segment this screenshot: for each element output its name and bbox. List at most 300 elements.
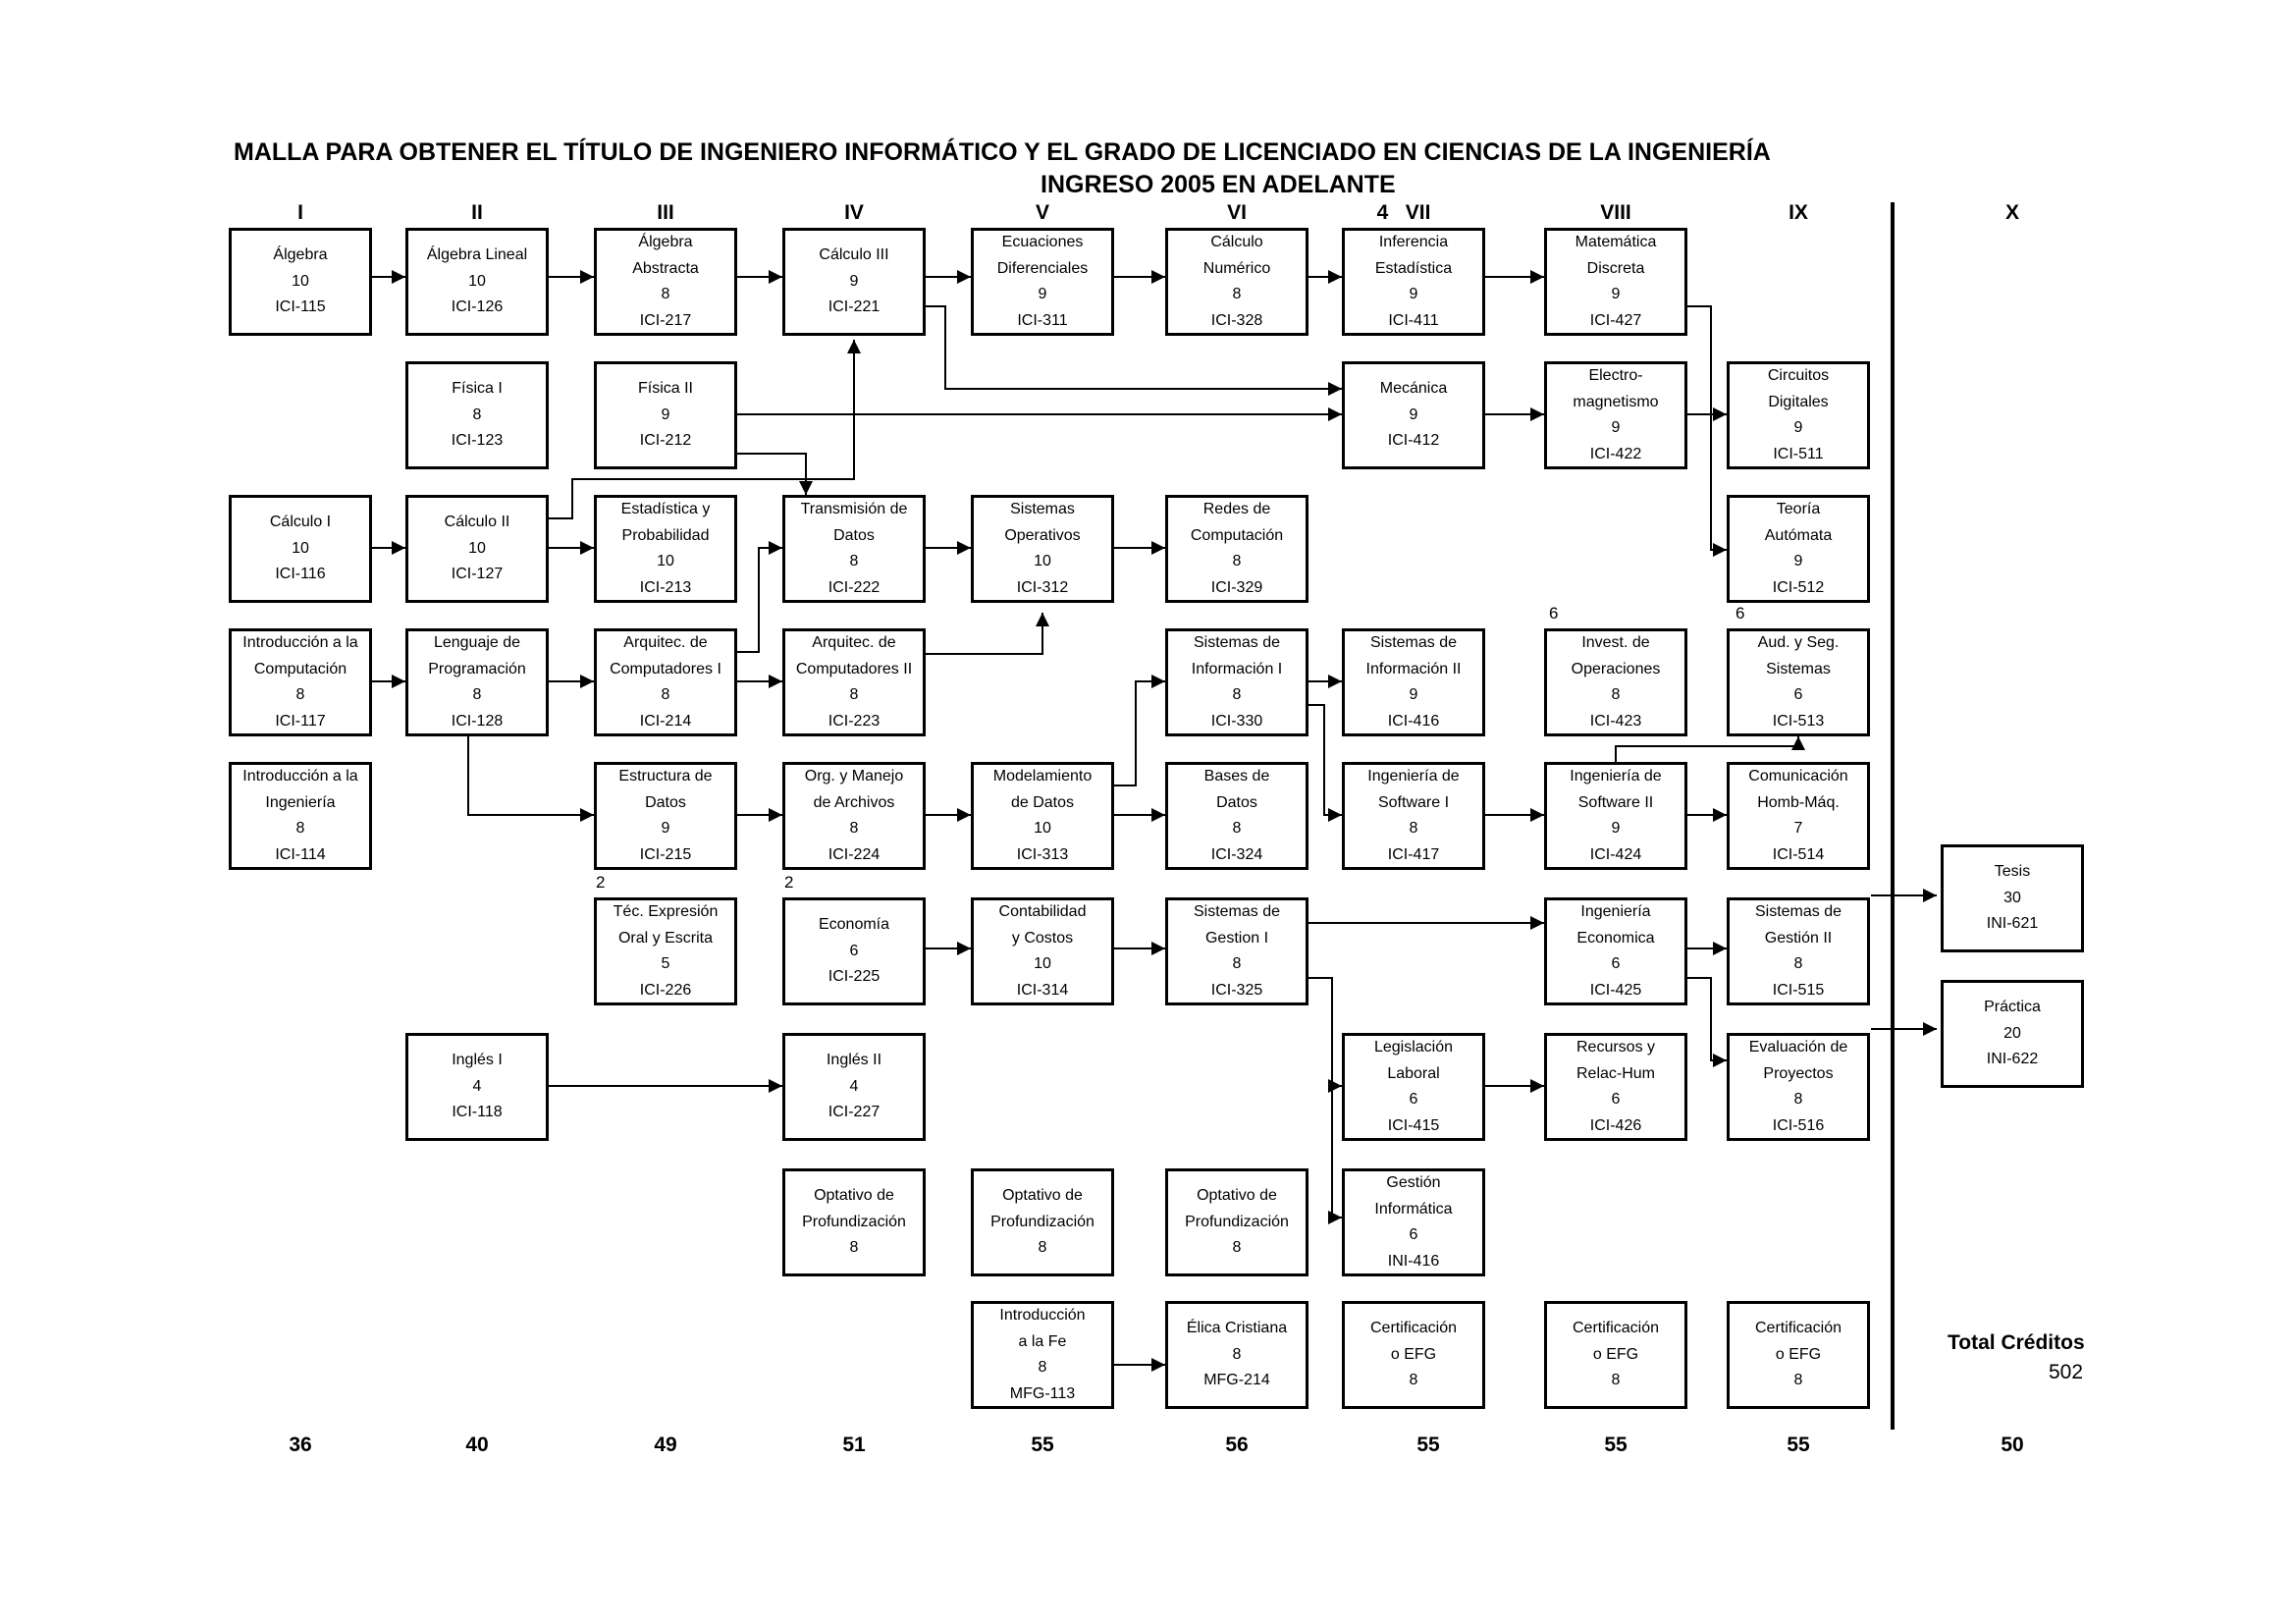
course-box: [229, 495, 372, 603]
course-line: Gestion I: [1204, 929, 1269, 947]
course-line: 8: [849, 553, 859, 569]
course-line: INI-621: [1986, 915, 2039, 933]
course-line: Datos: [645, 793, 686, 811]
course-box: [1941, 980, 2084, 1088]
course-line: ICI-328: [1210, 311, 1263, 329]
semester-credit-total: 55: [1031, 1434, 1054, 1456]
course-line: o EFG: [1592, 1345, 1639, 1363]
course-line: ICI-516: [1772, 1116, 1825, 1134]
course-line: Circuitos: [1767, 367, 1830, 384]
semester-credit-total: 50: [2001, 1434, 2024, 1456]
course-line: 6: [1793, 686, 1803, 703]
course-line: Economía: [818, 916, 890, 934]
course-line: Introducción a la: [242, 634, 358, 651]
semester-credit-total: 55: [1416, 1434, 1440, 1456]
course-line: 9: [849, 272, 859, 290]
course-line: ICI-222: [828, 578, 881, 596]
course-line: 8: [295, 820, 305, 837]
course-line: 9: [1409, 406, 1418, 423]
course-line: 9: [1409, 286, 1418, 302]
course-line: ICI-115: [275, 298, 326, 316]
course-line: Arquitec. de: [812, 634, 896, 651]
course-line: Cálculo I: [269, 514, 332, 531]
semester-header: III: [657, 201, 674, 224]
course-line: 4: [472, 1077, 482, 1095]
course-line: Software I: [1377, 793, 1450, 811]
course-line: ICI-329: [1210, 578, 1263, 596]
course-line: o EFG: [1390, 1345, 1437, 1363]
total-credits-value: 502: [2049, 1361, 2084, 1383]
course-line: ICI-314: [1016, 981, 1069, 999]
course-box: [971, 762, 1114, 870]
course-box: [1544, 1301, 1687, 1409]
course-line: 8: [1232, 820, 1242, 837]
course-line: ICI-126: [451, 298, 504, 316]
course-box: [1544, 897, 1687, 1005]
course-line: Numérico: [1202, 259, 1271, 277]
page-subtitle: INGRESO 2005 EN ADELANTE: [1041, 171, 1396, 198]
semester-header: IX: [1789, 201, 1808, 224]
course-line: 8: [1232, 955, 1242, 972]
course-box: [405, 361, 549, 469]
course-line: ICI-221: [828, 298, 881, 316]
course-box: [594, 628, 737, 736]
course-box: [1165, 628, 1308, 736]
semester-credit-total: 55: [1604, 1434, 1628, 1456]
course-line: ICI-128: [451, 712, 504, 730]
course-line: MFG-113: [1009, 1384, 1076, 1402]
course-line: 8: [472, 406, 482, 423]
course-box: [782, 762, 926, 870]
prerequisite-arrow: [468, 736, 594, 815]
prerequisite-arrow: [1308, 705, 1342, 815]
course-line: 5: [661, 955, 670, 972]
semester-header: V: [1035, 201, 1049, 224]
course-line: 8: [1611, 1372, 1621, 1389]
course-line: INI-622: [1986, 1051, 2039, 1068]
course-line: Estadística y: [620, 501, 711, 517]
course-line: ICI-127: [451, 566, 504, 583]
course-line: ICI-512: [1772, 578, 1825, 596]
course-line: Optativo de: [1002, 1187, 1083, 1205]
course-box: [1544, 628, 1687, 736]
course-line: ICI-226: [639, 981, 692, 999]
course-line: Sistemas: [1010, 501, 1075, 517]
course-line: ICI-217: [639, 311, 692, 329]
course-line: Ingeniería: [265, 793, 336, 811]
box-note: 6: [1735, 604, 1745, 623]
course-line: Legislación: [1373, 1039, 1454, 1056]
course-line: Digitales: [1768, 393, 1829, 410]
course-line: Autómata: [1764, 526, 1833, 544]
course-line: Sistemas de: [1193, 634, 1281, 651]
semester-credit-total: 55: [1787, 1434, 1810, 1456]
course-line: 9: [661, 820, 670, 837]
course-line: Optativo de: [1197, 1187, 1277, 1205]
course-line: Mecánica: [1379, 380, 1448, 398]
course-line: ICI-325: [1210, 981, 1263, 999]
course-box: [1342, 361, 1485, 469]
course-box: [1165, 495, 1308, 603]
course-line: 8: [1611, 686, 1621, 703]
course-line: ICI-416: [1387, 712, 1440, 730]
course-line: 8: [849, 686, 859, 703]
course-box: [1544, 762, 1687, 870]
course-line: Ingeniería de: [1570, 768, 1662, 785]
course-line: Profundización: [990, 1213, 1095, 1230]
prerequisite-arrow: [737, 548, 782, 652]
course-line: Computadores II: [795, 660, 913, 677]
course-line: Homb-Máq.: [1757, 793, 1840, 811]
prerequisite-arrow: [1616, 736, 1798, 762]
course-line: Álgebra: [638, 234, 693, 250]
course-box: [229, 228, 372, 336]
course-line: Gestión: [1386, 1174, 1441, 1191]
course-line: Inglés II: [826, 1052, 882, 1069]
total-credits-label: Total Créditos: [1948, 1331, 2085, 1354]
course-line: 8: [1232, 1345, 1242, 1363]
course-line: 8: [1232, 686, 1242, 703]
course-line: Álgebra: [273, 246, 328, 264]
course-line: Física II: [637, 380, 693, 398]
course-line: Introducción a la: [242, 768, 358, 785]
semester-header: 4 VII: [1376, 201, 1431, 224]
course-line: Discreta: [1586, 259, 1645, 277]
course-box: [1544, 361, 1687, 469]
semester-credit-total: 56: [1225, 1434, 1249, 1456]
course-line: 10: [657, 553, 674, 569]
course-line: Optativo de: [814, 1187, 894, 1205]
course-line: 10: [292, 272, 309, 290]
course-line: Álgebra Lineal: [426, 246, 528, 264]
course-box: [782, 495, 926, 603]
course-line: 6: [1611, 1091, 1621, 1108]
semester-header: VI: [1227, 201, 1247, 224]
course-line: Contabilidad: [998, 903, 1087, 920]
course-line: ICI-116: [275, 566, 326, 583]
course-line: Cálculo: [1210, 234, 1263, 250]
course-line: ICI-412: [1387, 432, 1440, 450]
course-line: Cálculo II: [444, 514, 510, 531]
course-line: Computación: [253, 660, 347, 677]
course-line: 8: [295, 686, 305, 703]
course-line: Lenguaje de: [433, 634, 521, 651]
course-line: Recursos y: [1575, 1039, 1656, 1056]
course-line: 4: [849, 1077, 859, 1095]
course-line: Informática: [1374, 1200, 1453, 1218]
course-box: [1165, 1301, 1308, 1409]
course-line: ICI-515: [1772, 981, 1825, 999]
course-box: [1544, 228, 1687, 336]
course-box: [782, 1168, 926, 1276]
course-line: ICI-212: [639, 432, 692, 450]
course-line: ICI-417: [1387, 845, 1440, 863]
course-box: [1342, 228, 1485, 336]
course-line: Oral y Escrita: [617, 929, 713, 947]
course-box: [782, 628, 926, 736]
course-line: Profundización: [1185, 1213, 1289, 1230]
course-line: Operativos: [1004, 526, 1081, 544]
course-line: Bases de: [1203, 768, 1270, 785]
course-line: Sistemas de: [1754, 903, 1842, 920]
course-line: ICI-223: [828, 712, 881, 730]
course-line: Sistemas: [1766, 660, 1831, 677]
course-line: Física I: [452, 380, 503, 398]
course-line: ICI-117: [275, 712, 326, 730]
course-line: ICI-215: [639, 845, 692, 863]
course-line: 9: [1611, 286, 1621, 302]
course-line: 9: [1038, 286, 1047, 302]
course-line: ICI-422: [1589, 445, 1642, 462]
course-line: Programación: [428, 660, 526, 677]
course-line: de Datos: [1010, 793, 1075, 811]
course-line: ICI-513: [1772, 712, 1825, 730]
course-line: Práctica: [1984, 999, 2041, 1016]
course-box: [405, 228, 549, 336]
course-box: [1165, 762, 1308, 870]
course-box: [1941, 844, 2084, 952]
course-line: Información I: [1191, 660, 1283, 677]
course-box: [1727, 1301, 1870, 1409]
course-line: Gestión II: [1764, 929, 1833, 947]
course-line: Comunicación: [1748, 768, 1848, 785]
course-box: [1727, 1033, 1870, 1141]
course-line: 30: [2003, 889, 2021, 906]
semester-credit-total: 51: [842, 1434, 866, 1456]
course-line: Información II: [1365, 660, 1462, 677]
course-line: Software II: [1577, 793, 1654, 811]
course-line: Laboral: [1387, 1064, 1440, 1082]
prerequisite-arrow: [1332, 1086, 1342, 1218]
course-line: Sistemas de: [1193, 903, 1281, 920]
course-line: 9: [661, 406, 670, 423]
course-box: [229, 762, 372, 870]
course-line: ICI-424: [1589, 845, 1642, 863]
course-line: Modelamiento: [992, 768, 1093, 785]
course-line: 6: [1611, 955, 1621, 972]
prerequisite-arrow: [926, 613, 1042, 654]
course-line: 8: [1232, 286, 1242, 302]
course-line: ICI-313: [1016, 845, 1069, 863]
course-line: Probabilidad: [621, 526, 710, 544]
course-line: Sistemas de: [1369, 634, 1458, 651]
course-line: Introducción: [999, 1307, 1086, 1324]
course-line: Datos: [833, 526, 875, 544]
course-box: [971, 495, 1114, 603]
page-title: MALLA PARA OBTENER EL TÍTULO DE INGENIERO INFORMÁTICO Y EL GRADO DE LICENCIADO EN CIENCIAS DE LA INGENIERÍA: [234, 138, 1771, 166]
course-line: ICI-225: [828, 968, 881, 986]
course-box: [1727, 762, 1870, 870]
semester-header: IV: [844, 201, 864, 224]
course-line: 10: [292, 539, 309, 557]
course-line: ICI-426: [1589, 1116, 1642, 1134]
course-line: Arquitec. de: [623, 634, 708, 651]
course-line: y Costos: [1011, 929, 1074, 947]
course-line: ICI-114: [275, 845, 326, 863]
course-line: Computadores I: [610, 660, 721, 677]
course-line: Electro-: [1588, 367, 1643, 384]
course-box: [971, 1168, 1114, 1276]
course-line: Estructura de: [618, 768, 713, 785]
course-line: 9: [1611, 820, 1621, 837]
course-line: Tesis: [1994, 863, 2031, 881]
course-box: [594, 228, 737, 336]
course-line: magnetismo: [1573, 393, 1659, 410]
course-line: 9: [1409, 686, 1418, 703]
course-line: ICI-425: [1589, 981, 1642, 999]
course-line: a la Fe: [1018, 1332, 1067, 1350]
course-line: 9: [1611, 419, 1621, 436]
course-box: [1342, 762, 1485, 870]
course-box: [229, 628, 372, 736]
semester-header: II: [471, 201, 483, 224]
course-line: Estadística: [1374, 259, 1453, 277]
course-box: [1165, 897, 1308, 1005]
course-line: 10: [1034, 820, 1051, 837]
course-line: ICI-511: [1773, 445, 1824, 462]
course-box: [971, 1301, 1114, 1409]
course-line: 8: [1409, 1372, 1418, 1389]
course-box: [1165, 228, 1308, 336]
course-box: [405, 628, 549, 736]
course-line: Evaluación de: [1748, 1039, 1848, 1056]
course-line: Operaciones: [1571, 660, 1661, 677]
course-line: 8: [1038, 1359, 1047, 1376]
course-line: 8: [1793, 1372, 1803, 1389]
course-box: [1544, 1033, 1687, 1141]
course-box: [971, 897, 1114, 1005]
course-line: Org. y Manejo: [804, 768, 904, 785]
course-box: [594, 762, 737, 870]
course-line: ICI-415: [1387, 1116, 1440, 1134]
course-box: [1727, 495, 1870, 603]
course-box: [1727, 628, 1870, 736]
course-box: [405, 495, 549, 603]
course-box: [782, 228, 926, 336]
course-line: Abstracta: [632, 259, 699, 277]
course-box: [1342, 1301, 1485, 1409]
course-line: 10: [468, 272, 486, 290]
course-line: Profundización: [802, 1213, 906, 1230]
course-box: [782, 897, 926, 1005]
prerequisite-arrow: [1114, 681, 1165, 785]
course-line: 6: [1409, 1226, 1418, 1243]
course-box: [782, 1033, 926, 1141]
semester-header: I: [297, 201, 303, 224]
course-line: 6: [1409, 1091, 1418, 1108]
course-line: o EFG: [1775, 1345, 1822, 1363]
course-line: 8: [661, 286, 670, 302]
course-line: 7: [1793, 820, 1803, 837]
box-note: 2: [596, 873, 606, 892]
course-line: 8: [1232, 553, 1242, 569]
box-note: 2: [784, 873, 794, 892]
course-box: [1342, 628, 1485, 736]
course-line: ICI-324: [1210, 845, 1263, 863]
course-line: Transmisión de: [800, 501, 908, 517]
course-line: 8: [472, 686, 482, 703]
course-line: Computación: [1190, 526, 1284, 544]
course-line: 8: [1793, 955, 1803, 972]
course-line: ICI-123: [451, 432, 504, 450]
course-line: Ingeniería: [1580, 903, 1651, 920]
course-line: Teoría: [1776, 501, 1821, 517]
course-box: [1165, 1168, 1308, 1276]
prerequisite-arrow: [737, 454, 806, 495]
course-line: Cálculo III: [819, 246, 889, 264]
course-line: Relac-Hum: [1575, 1064, 1655, 1082]
course-line: Proyectos: [1763, 1064, 1834, 1082]
course-line: Matemática: [1575, 234, 1657, 250]
course-box: [971, 228, 1114, 336]
course-line: Economica: [1576, 929, 1655, 947]
course-line: ICI-224: [828, 845, 881, 863]
course-line: Téc. Expresión: [613, 903, 719, 920]
course-line: Ingeniería de: [1367, 768, 1460, 785]
prerequisite-arrow: [1687, 306, 1727, 550]
course-line: Invest. de: [1581, 634, 1650, 651]
course-box: [594, 495, 737, 603]
course-line: Datos: [1216, 793, 1257, 811]
course-line: Certificación: [1572, 1320, 1660, 1337]
course-line: ICI-118: [452, 1104, 503, 1121]
course-line: ICI-330: [1210, 712, 1263, 730]
course-line: ICI-227: [828, 1104, 881, 1121]
course-line: ICI-427: [1589, 311, 1642, 329]
semester-credit-total: 36: [289, 1434, 312, 1456]
course-line: Certificación: [1369, 1320, 1458, 1337]
box-note: 6: [1549, 604, 1559, 623]
course-line: ICI-311: [1017, 311, 1068, 329]
course-line: 8: [1793, 1091, 1803, 1108]
course-line: 10: [1034, 955, 1051, 972]
course-line: ICI-213: [639, 578, 692, 596]
course-line: Inferencia: [1378, 234, 1449, 250]
course-line: de Archivos: [813, 793, 895, 811]
course-box: [594, 897, 737, 1005]
course-line: INI-416: [1387, 1252, 1440, 1270]
course-box: [1727, 361, 1870, 469]
semester-header: VIII: [1600, 201, 1631, 224]
course-box: [405, 1033, 549, 1141]
course-line: Aud. y Seg.: [1757, 634, 1840, 651]
course-line: 9: [1793, 419, 1803, 436]
course-line: 8: [1038, 1239, 1047, 1257]
semester-credit-total: 40: [465, 1434, 489, 1456]
course-line: MFG-214: [1203, 1372, 1270, 1389]
course-line: Certificación: [1754, 1320, 1842, 1337]
prerequisite-arrow: [1687, 978, 1727, 1060]
semester-credit-total: 49: [654, 1434, 677, 1456]
course-line: ICI-312: [1016, 578, 1069, 596]
course-line: Inglés I: [452, 1052, 503, 1069]
course-line: ICI-411: [1388, 311, 1439, 329]
course-box: [594, 361, 737, 469]
course-line: 9: [1793, 553, 1803, 569]
course-line: ICI-423: [1589, 712, 1642, 730]
course-box: [1342, 1033, 1485, 1141]
prerequisite-arrow: [1308, 978, 1342, 1086]
semester-header: X: [2004, 201, 2019, 224]
course-line: Redes de: [1202, 501, 1271, 517]
course-line: 8: [849, 1239, 859, 1257]
course-line: Diferenciales: [996, 259, 1089, 277]
course-line: 20: [2003, 1024, 2021, 1042]
course-box: [1727, 897, 1870, 1005]
course-line: Ecuaciones: [1001, 234, 1084, 250]
course-line: Élica Cristiana: [1186, 1320, 1288, 1337]
course-line: 10: [1034, 553, 1051, 569]
